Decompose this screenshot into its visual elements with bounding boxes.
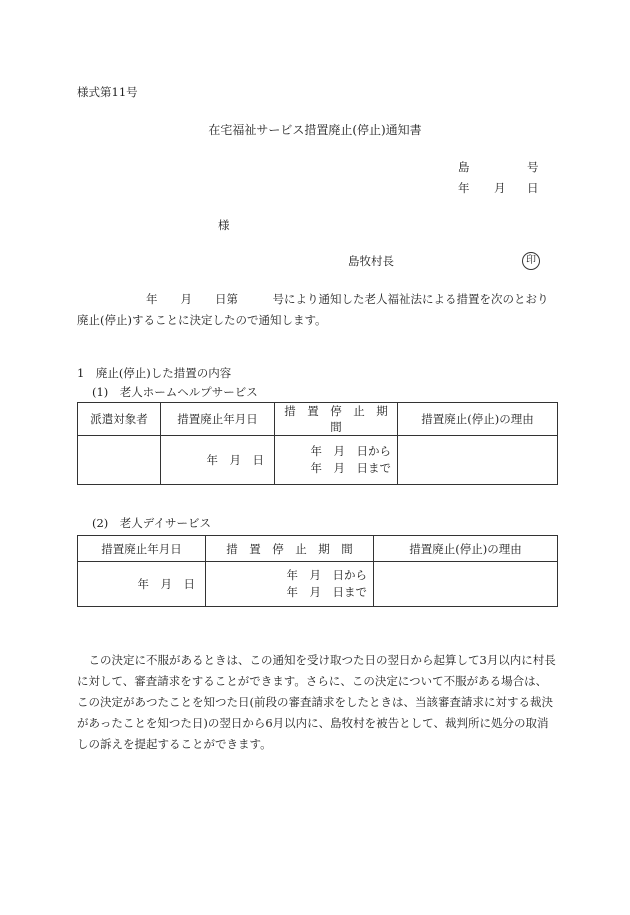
document-title: 在宅福祉サービス措置廃止(停止)通知書 <box>208 123 422 137</box>
header-abolish-date: 措置廃止年月日 <box>78 536 206 562</box>
form-number: 様式第11号 <box>77 85 138 99</box>
date-text: 年 月 日 <box>206 453 264 467</box>
ref-go: 号 <box>527 160 539 174</box>
addressee-suffix: 様 <box>218 218 230 232</box>
cell-abolish-date <box>78 562 206 607</box>
period-from: 年 月 日から <box>310 444 391 458</box>
intro-line-2: 廃止(停止)することに決定したので通知します。 <box>77 313 327 327</box>
sender-name: 島牧村長 <box>348 254 394 268</box>
ref-shima: 島 <box>458 160 470 174</box>
cell-abolish-date <box>161 436 275 485</box>
table-header-row <box>78 403 558 436</box>
header-suspend-period: 措 置 停 止 期 間 <box>275 403 398 436</box>
appeal-notice: この決定に不服があるときは、この通知を受け取つた日の翌日から起算して3月以内に村長に対して、審査請求をすることができます。さらに、この決定について不服がある場合は、この決定があつたことを知つた日(前段の審査請求をしたときは、当該審査請求に対する裁決があったことを知つた日)の翌日から6月以内に、島牧村を被告として、裁判所に処分の取消しの訴えを提起することができます。 <box>77 653 556 751</box>
cell-suspend-period <box>275 436 398 485</box>
date-day: 日 <box>527 181 539 195</box>
table-header-row <box>78 536 558 562</box>
period-to: 年 月 日まで <box>286 585 367 599</box>
table-row <box>78 562 558 607</box>
header-abolish-date: 措置廃止年月日 <box>161 403 275 436</box>
day-service-table <box>77 535 558 607</box>
header-suspend-period: 措 置 停 止 期 間 <box>206 536 374 562</box>
period-to: 年 月 日まで <box>310 461 391 475</box>
cell-suspend-period <box>206 562 374 607</box>
cell-reason <box>374 562 558 607</box>
header-recipient: 派遣対象者 <box>78 403 161 436</box>
intro-line-1: 年 月 日第 号により通知した老人福祉法による措置を次のとおり <box>77 292 549 306</box>
table-row <box>78 436 558 485</box>
header-reason: 措置廃止(停止)の理由 <box>398 403 558 436</box>
date-month: 月 <box>494 181 506 195</box>
date-text: 年 月 日 <box>137 577 195 591</box>
header-reason: 措置廃止(停止)の理由 <box>374 536 558 562</box>
period-from: 年 月 日から <box>286 568 367 582</box>
cell-recipient <box>78 436 161 485</box>
date-year: 年 <box>458 181 470 195</box>
intro-paragraph <box>77 289 557 331</box>
subsection-2-heading: (2) 老人デイサービス <box>92 516 211 530</box>
cell-reason <box>398 436 558 485</box>
seal-icon: 印 <box>522 252 540 270</box>
subsection-1-heading: (1) 老人ホームヘルプサービス <box>92 385 258 399</box>
home-help-table <box>77 402 558 485</box>
section-1-heading: 1 廃止(停止)した措置の内容 <box>77 366 232 380</box>
